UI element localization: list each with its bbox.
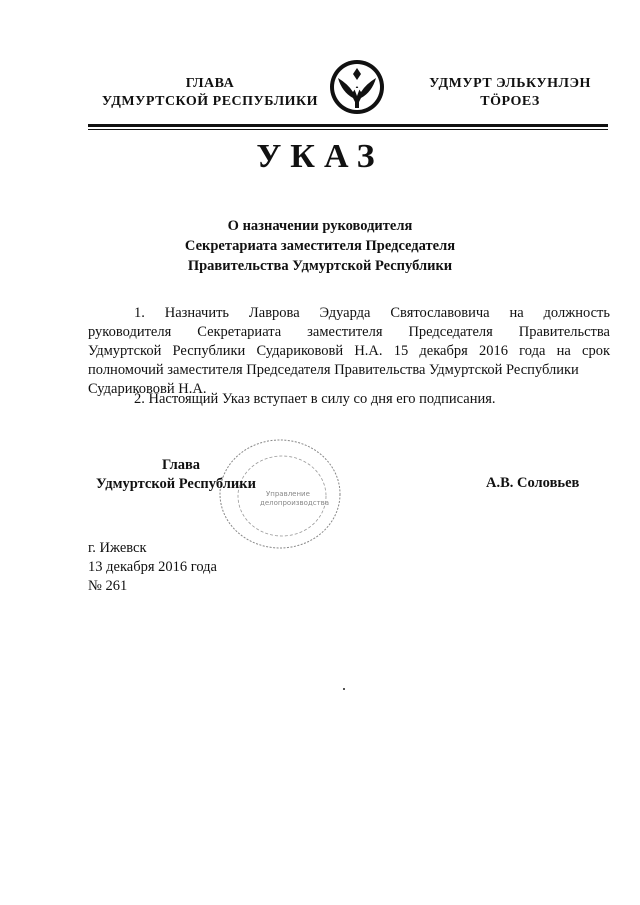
paragraph-1-line4: полномочий заместителя Председателя Правительства Удмуртской Республики: [88, 362, 579, 378]
subject-line3: Правительства Удмуртской Республики: [187, 258, 453, 274]
header-left: [80, 75, 340, 111]
signature-title-line2: Удмуртской Республики: [96, 476, 256, 492]
paragraph-1: [88, 304, 610, 399]
document-title: УКАЗ: [256, 138, 384, 175]
header-left-line2: УДМУРТСКОЙ РЕСПУБЛИКИ: [101, 94, 319, 109]
header-right-line2: ТÖРОЕЗ: [480, 94, 540, 109]
document-footer: [88, 539, 348, 596]
header-right: [410, 75, 610, 111]
paragraph-2: 2. Настоящий Указ вступает в силу со дня его подписания.: [134, 391, 496, 407]
scan-speck: [343, 688, 345, 690]
footer-city: г. Ижевск: [88, 540, 147, 556]
paragraph-1-line1: 1. Назначить Лаврова Эдуарда Святославовича на должность: [134, 305, 610, 321]
header-left-line1: ГЛАВА: [185, 76, 235, 91]
stamp-text-line2: делопроизводства: [260, 499, 330, 507]
stamp-text-line1: Управление: [266, 490, 310, 498]
signer-name: А.В. Соловьев: [486, 475, 580, 491]
header-right-line1: УДМУРТ ЭЛЬКУНЛЭН: [429, 76, 591, 91]
signature-title: [96, 456, 286, 494]
udmurt-coat-of-arms-icon: [328, 58, 386, 116]
footer-date: 13 декабря 2016 года: [88, 559, 217, 575]
subject-line1: О назначении руководителя: [227, 218, 413, 234]
footer-number: № 261: [88, 578, 128, 594]
paragraph-1-line5: Сударикововй Н.А.: [88, 381, 207, 397]
paragraph-1-line3: Удмуртской Республики Сударикововй Н.А. 15 декабря 2016 года на срок: [88, 343, 610, 359]
header-rule-thick: [88, 124, 608, 127]
subject-line2: Секретариата заместителя Председателя: [184, 238, 456, 254]
signature-title-line1: Глава: [162, 457, 201, 473]
header-rule-thin: [88, 129, 608, 130]
paragraph-1-line2: руководителя Секретариата заместителя Председателя Правительства: [88, 324, 610, 340]
document-subject: [150, 216, 490, 276]
